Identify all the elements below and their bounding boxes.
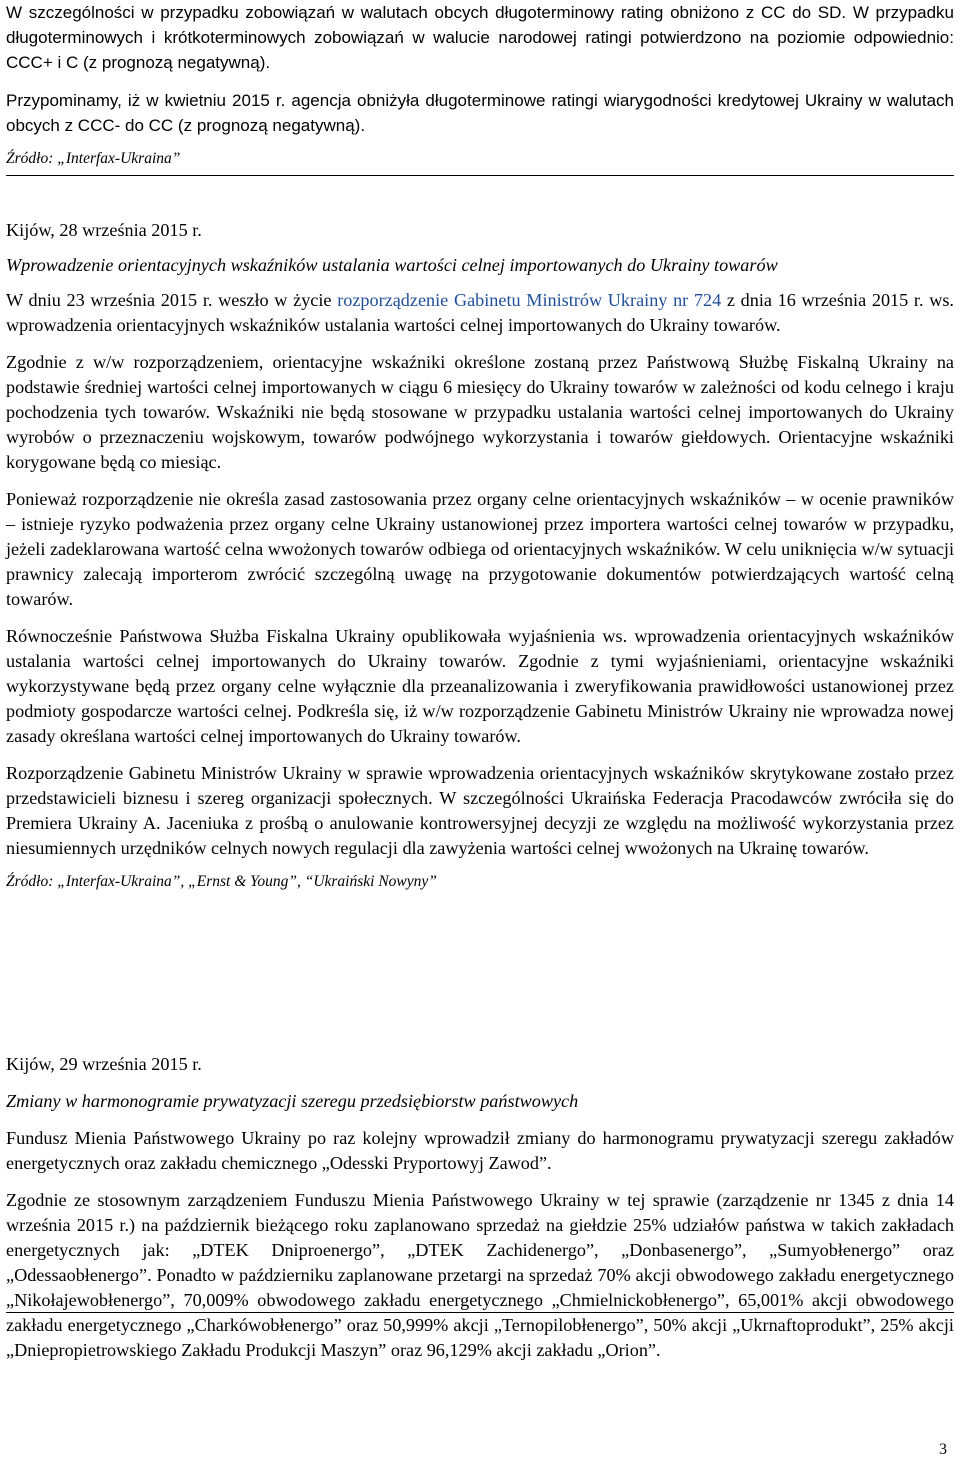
article-title: Wprowadzenie orientacyjnych wskaźników ustalania wartości celnej importowanych do Ukrainy towarów	[6, 255, 778, 275]
article-title: Zmiany w harmonogramie prywatyzacji szeregu przedsiębiorstw państwowych	[6, 1091, 579, 1111]
article-paragraph-3: Ponieważ rozporządzenie nie określa zasad zastosowania przez organy celne orientacyjnych wskaźników – w ocenie prawników – istnieje ryzyko podważenia przez organy celne Ukrainy ustanowionej przez importera wartości celnej towarów w przypadku, jeżeli zadeklarowana wartość celna wwożonych towarów odbiega od orientacyjnych wskaźników. W celu uniknięcia w/w sytuacji prawnicy zalecają importerom zwrócić szczególną uwagę na przygotowanie dokumentów potwierdzających wartość celną towarów.	[6, 489, 954, 609]
article-paragraph-1	[6, 288, 954, 338]
article-paragraph-2: Zgodnie z w/w rozporządzeniem, orientacyjne wskaźniki określone zostaną przez Państwową Służbę Fiskalną Ukrainy na podstawie średniej wartości celnej importowanych w ciągu 6 miesięcy do Ukrainy towarów w zależności od kodu celnego i kraju pochodzenia tych towarów. Wskaźniki nie będą stosowane w przypadku ustalania wartości celnej importowanych do Ukrainy wyrobów o przeznaczeniu wojskowym, towarów podwójnego wykorzystania i towarów giełdowych. Orientacyjne wskaźniki korygowane będą co miesiąc.	[6, 352, 954, 472]
page-number: 3	[939, 1441, 947, 1458]
source-line: Źródło: „Interfax-Ukraina”	[6, 150, 181, 167]
rating-paragraph-1: W szczególności w przypadku zobowiązań w walutach obcych długoterminowy rating obniżono z CC do SD. W przypadku długoterminowych i krótkoterminowych zobowiązań w walucie narodowej ratingi potwierdzono na poziomie odpowiednio: CCC+ i C (z prognozą negatywną).	[6, 3, 954, 72]
source-line: Źródło: „Interfax-Ukraina”, „Ernst & Young”, “Ukraiński Nowyny”	[6, 873, 437, 890]
rating-article	[6, 0, 954, 170]
privatization-article	[6, 1052, 954, 1363]
article-date: Kijów, 28 września 2015 r.	[6, 220, 202, 240]
article-paragraph-2: Zgodnie ze stosownym zarządzeniem Funduszu Mienia Państwowego Ukrainy w tej sprawie (zarządzenie nr 1345 z dnia 14 września 2015 r.) na październik bieżącego roku zaplanowano sprzedaż na giełdzie 25% udziałów państwa w takich zakładach energetycznych jak: „DTEK Dniproenergo”, „DTEK Zachidenergo”, „Donbasenergo”, „Sumyobłenergo” oraz „Odessaobłenergo”. Ponadto w październiku zaplanowane przetargi na sprzedaż 70% akcji obwodowego zakładu energetycznego „Nikołajewobłenergo”, 70,009% obwodowego zakładu energetycznego „Chmielnickobłenergo”, 65,001% akcji obwodowego zakładu energetycznego „Charkówobłenergo” oraz 50,999% akcji „Ternopilobłenergo”, 50% akcji „Ukrnaftoprodukt”, 25% akcji „Dniepropietrowskiego Zakładu Produkcji Maszyn” oraz 96,129% akcji zakładu „Orion”.	[6, 1190, 954, 1360]
section-divider	[6, 175, 954, 176]
article-paragraph-5: Rozporządzenie Gabinetu Ministrów Ukrainy w sprawie wprowadzenia orientacyjnych wskaźników skrytykowane zostało przez przedstawicieli biznesu i szereg organizacji społecznych. W szczególności Ukraińska Federacja Pracodawców zwróciła się do Premiera Ukrainy A. Jaceniuka z prośbą o anulowanie kontrowersyjnej decyzji ze względu na możliwość wykorzystania przez niesumiennych urzędników celnych nowych regulacji dla zawyżenia wartości celnej wwożonych na Ukrainę towarów.	[6, 763, 954, 858]
paragraph-text: z dnia 16 września 2015 r. ws. wprowadzenia orientacyjnych wskaźników ustalania wartości celnej importowanych do Ukrainy towarów.	[6, 290, 954, 335]
paragraph-text: W dniu 23 września 2015 r. weszło w życie	[6, 290, 338, 310]
article-paragraph-1: Fundusz Mienia Państwowego Ukrainy po raz kolejny wprowadził zmiany do harmonogramu prywatyzacji szeregu zakładów energetycznych oraz zakładu chemicznego „Odesski Pryportowyj Zawod”.	[6, 1128, 954, 1173]
customs-article	[6, 218, 954, 893]
regulation-link[interactable]: rozporządzenie Gabinetu Ministrów Ukrainy nr 724	[337, 290, 722, 310]
article-paragraph-4: Równocześnie Państwowa Służba Fiskalna Ukrainy opublikowała wyjaśnienia ws. wprowadzenia orientacyjnych wskaźników ustalania wartości celnej importowanych do Ukrainy towarów. Zgodnie z tymi wyjaśnieniami, orientacyjne wskaźniki wykorzystywane będą przez organy celne wyłącznie dla przeanalizowania i zweryfikowania prawidłowości ustanowionej przez podmioty gospodarcze wartości celnej. Podkreśla się, iż w/w rozporządzenie Gabinetu Ministrów Ukrainy nie wprowadza nowej zasady określana wartości celnej importowanych do Ukrainy towarów.	[6, 626, 954, 746]
article-date: Kijów, 29 września 2015 r.	[6, 1054, 202, 1074]
rating-paragraph-2: Przypominamy, iż w kwietniu 2015 r. agencja obniżyła długoterminowe ratingi wiarygodności kredytowej Ukrainy w walutach obcych z CCC- do CC (z prognozą negatywną).	[6, 91, 954, 135]
